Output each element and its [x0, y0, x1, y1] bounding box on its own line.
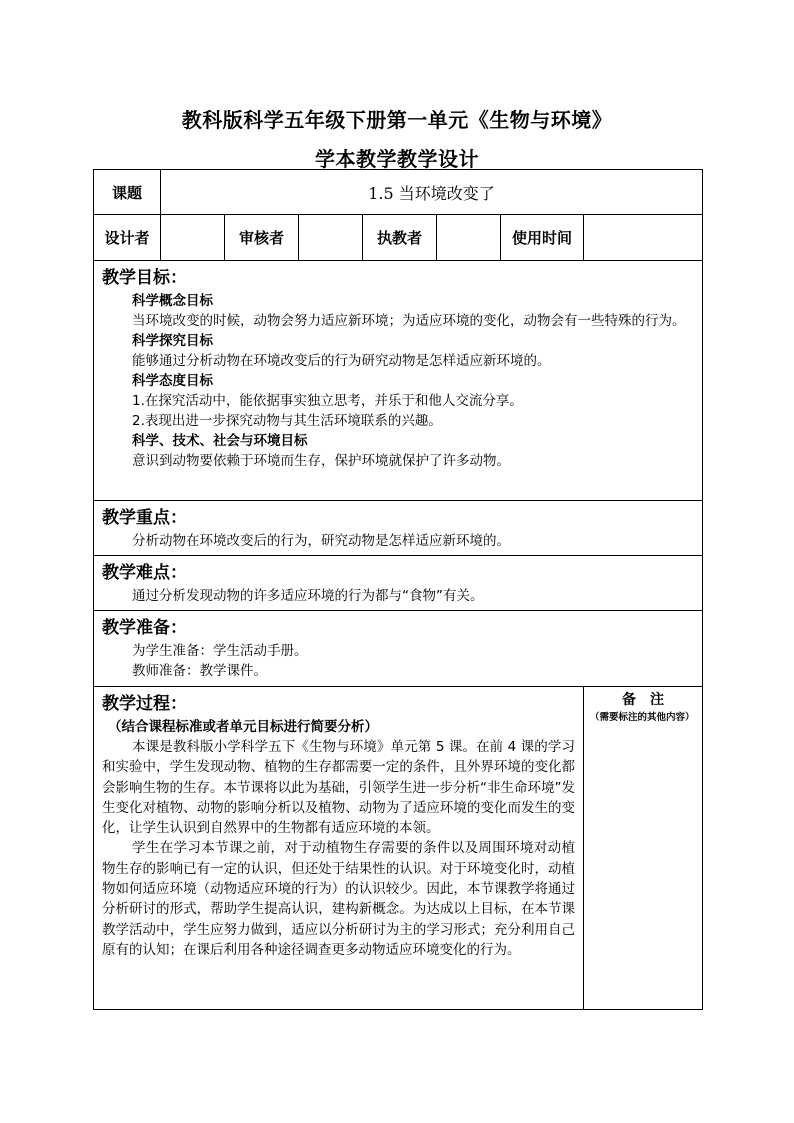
- goals-heading: 教学目标：: [102, 268, 187, 288]
- goals-section: [94, 261, 703, 501]
- process-heading: 教学过程：: [102, 694, 187, 714]
- reviewer-value: [299, 215, 363, 261]
- inquiry-goal-text: 能够通过分析动物在环境改变后的行为研究动物是怎样适应新环境的。: [132, 353, 551, 369]
- difficulty-section: [94, 556, 703, 611]
- lesson-plan-table: [93, 169, 703, 1010]
- attitude-goal-title: 科学态度目标: [132, 373, 213, 389]
- teacher-value: [437, 215, 501, 261]
- concept-goal-text: 当环境改变的时候，动物会努力适应新环境；为适应环境的变化，动物会有一些特殊的行为。: [132, 313, 686, 329]
- process-paragraph: 本课是教科版小学科学五下《生物与环境》单元第 5 课。在前 4 课的学习和实验中，学生发现动物、植物的生存都需要一定的条件，且外界环境的变化都会影响生物的生存。本节课将以此为基础，引领学生进一步分析“非生命环境”发生变化对植物、动物的影响分析以及植物、动物为了适应环境的变化而发生的变化，让学生认识到自然界中的生物都有适应环境的本领。: [102, 739, 575, 837]
- prep-teacher: 教师准备：教学课件。: [132, 663, 267, 679]
- process-paragraph: 学生在学习本节课之前，对于动植物生存需要的条件以及周围环境对动植物生存的影响已有一定的认识，但还处于结果性的认识。对于环境变化时，动植物如何适应环境（动物适应环境的行为）的认识较少。因此，本节课教学将通过分析研讨的形式，帮助学生提高认识，建构新概念。为达成以上目标，在本节课教学活动中，学生应努力做到，适应以分析研讨为主的学习形式；充分利用自己原有的认知；在课后利用各种途径调查更多动物适应环境变化的行为。: [102, 840, 575, 958]
- sts-goal-text: 意识到动物要依赖于环境而生存，保护环境就保护了许多动物。: [132, 453, 510, 469]
- lesson-title: 1.5 当环境改变了: [161, 170, 703, 215]
- document-subtitle: 学本教学教学设计: [315, 147, 479, 171]
- attitude-goal-item: 2.表现出进一步探究动物与其生活环境联系的兴趣。: [132, 413, 442, 429]
- time-label: 使用时间: [501, 215, 584, 261]
- designer-value: [161, 215, 225, 261]
- key-point-section: [94, 501, 703, 556]
- difficulty-heading: 教学难点：: [102, 563, 187, 583]
- document-title: 教科版科学五年级下册第一单元《生物与环境》: [181, 108, 613, 132]
- time-value: [584, 215, 703, 261]
- teacher-label: 执教者: [363, 215, 437, 261]
- concept-goal-title: 科学概念目标: [132, 293, 213, 309]
- inquiry-goal-title: 科学探究目标: [132, 333, 213, 349]
- notes-heading: 备注: [622, 692, 678, 708]
- attitude-goal-item: 1.在探究活动中，能依据事实独立思考，并乐于和他人交流分享。: [132, 393, 523, 409]
- notes-subheading: （需要标注的其他内容）: [590, 712, 695, 723]
- key-point-heading: 教学重点：: [102, 508, 187, 528]
- sts-goal-title: 科学、技术、社会与环境目标: [132, 433, 308, 449]
- difficulty-text: 通过分析发现动物的许多适应环境的行为都与“食物”有关。: [132, 588, 484, 604]
- process-subheading: （结合课程标准或者单元目标进行简要分析）: [108, 719, 378, 735]
- reviewer-label: 审核者: [225, 215, 299, 261]
- notes-section: [584, 687, 703, 1010]
- lesson-label: 课题: [94, 170, 161, 215]
- prep-student: 为学生准备：学生活动手册。: [132, 643, 308, 659]
- key-point-text: 分析动物在环境改变后的行为，研究动物是怎样适应新环境的。: [132, 533, 510, 549]
- designer-label: 设计者: [94, 215, 161, 261]
- prep-heading: 教学准备：: [102, 618, 187, 638]
- prep-section: [94, 611, 703, 687]
- process-section: [94, 687, 584, 1010]
